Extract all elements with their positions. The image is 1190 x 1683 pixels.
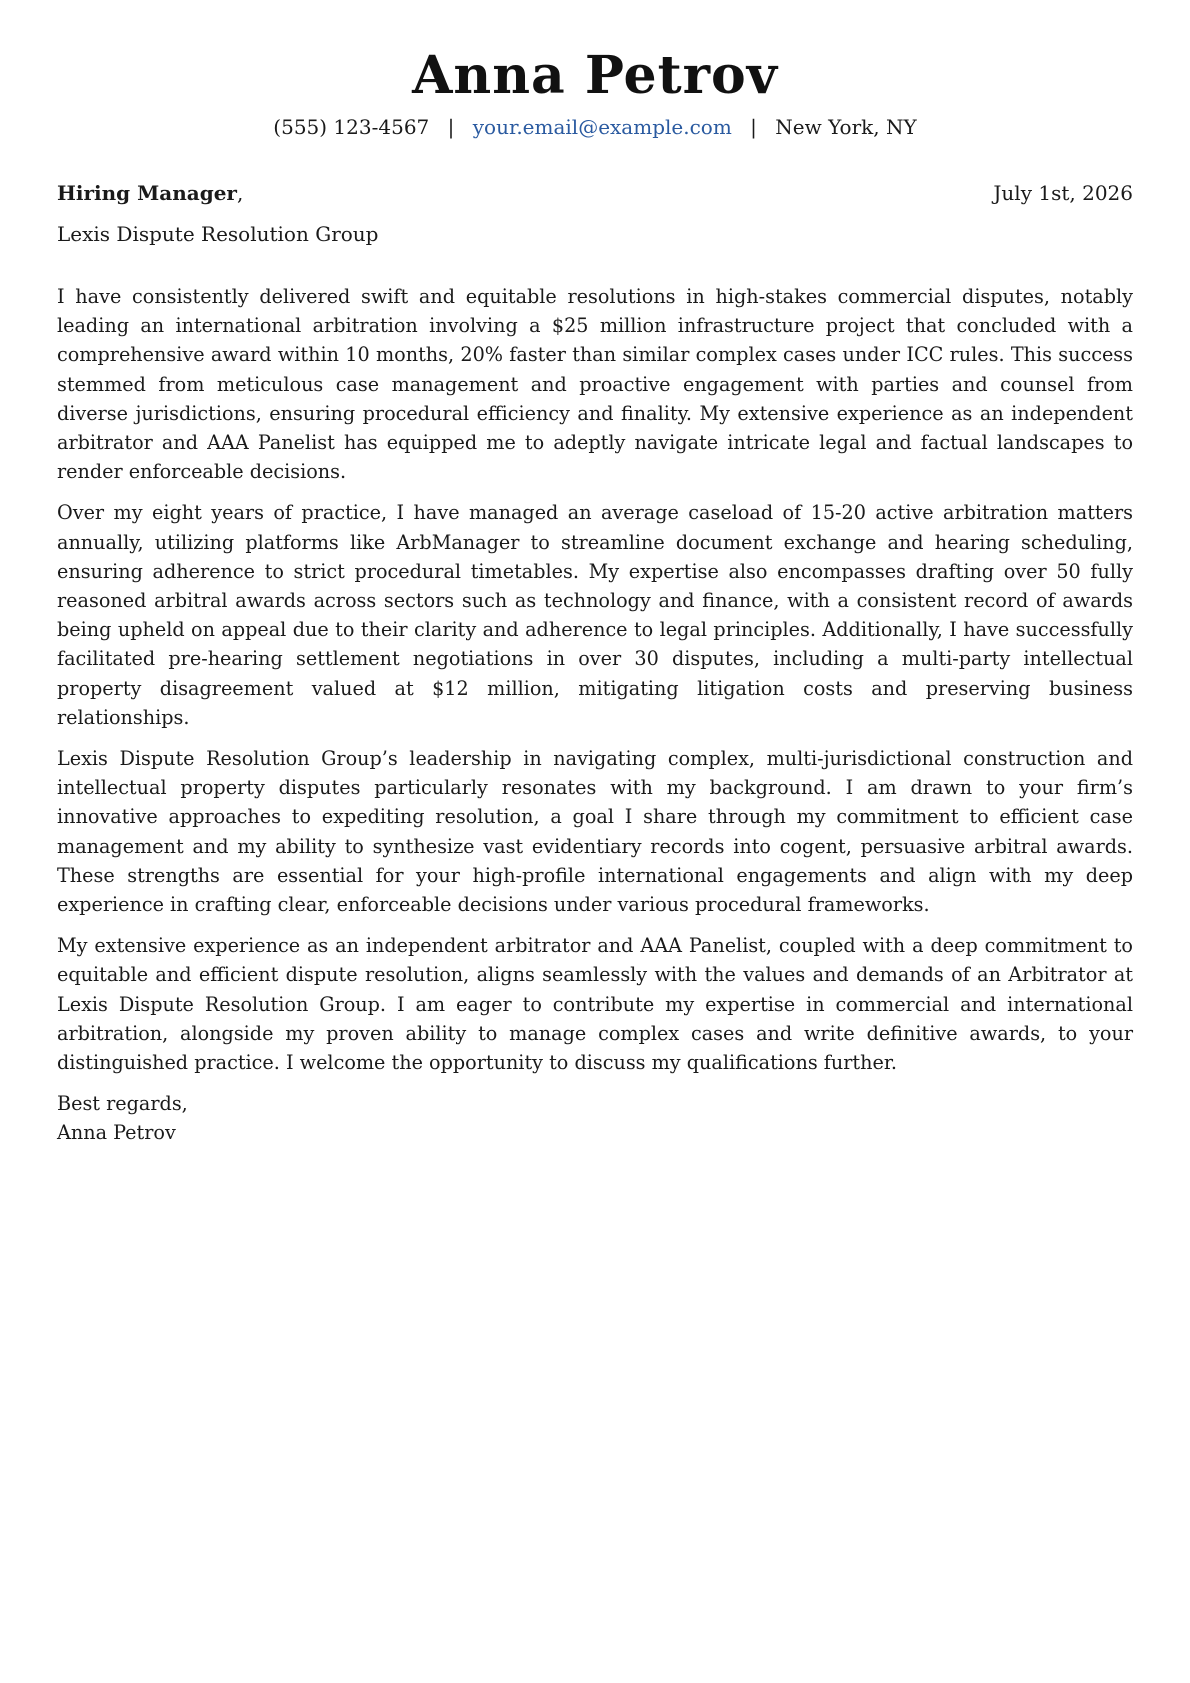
body-paragraph: Over my eight years of practice, I have managed an average caseload of 15-20 active arbitration matters annually, utilizing platforms like ArbManager to streamline document exchange and hearing scheduling, ensuring adherence to strict procedural timetables. My expertise also encompasses drafting over 50 fully reasoned arbitral awards across sectors such as technology and finance, with a consistent record of awards being upheld on appeal due to their clarity and adherence to legal principles. Additionally, I have successfully facilitated pre-hearing settlement negotiations in over 30 disputes, including a multi-party intellectual property disagreement valued at $12 million, mitigating litigation costs and preserving business relationships.	[57, 501, 1133, 729]
contact-separator: |	[750, 115, 757, 139]
closing-block	[57, 1089, 1133, 1147]
body-paragraph: I have consistently delivered swift and equitable resolutions in high-stakes commercial disputes, notably leading an international arbitration involving a $25 million infrastructure project that concluded with a comprehensive award within 10 months, 20% faster than similar complex cases under ICC rules. This success stemmed from meticulous case management and proactive engagement with parties and counsel from diverse jurisdictions, ensuring procedural efficiency and finality. My extensive experience as an independent arbitrator and AAA Panelist has equipped me to adeptly navigate intricate legal and factual landscapes to render enforceable decisions.	[57, 285, 1133, 484]
recipient-row	[57, 178, 1133, 208]
letter-date: July 1st, 2026	[993, 181, 1133, 205]
salutation	[57, 178, 243, 208]
recipient-name-suffix: ,	[236, 181, 244, 205]
letter-body	[57, 282, 1133, 1148]
email-link[interactable]: your.email@example.com	[472, 115, 732, 139]
body-paragraph: Lexis Dispute Resolution Group’s leadership in navigating complex, multi-jurisdictional construction and intellectual property disputes particularly resonates with my background. I am drawn to your firm’s innovative approaches to expediting resolution, a goal I share through my commitment to efficient case management and my ability to synthesize vast evidentiary records into cogent, persuasive arbitral awards. These strengths are essential for your high-profile international engagements and align with my deep experience in crafting clear, enforceable decisions under various procedural frameworks.	[57, 747, 1133, 917]
recipient-name: Hiring Manager	[57, 181, 237, 205]
closing-phrase: Best regards,	[57, 1092, 188, 1116]
contact-line	[57, 112, 1133, 142]
phone-number: (555) 123-4567	[273, 115, 430, 139]
body-paragraph: My extensive experience as an independent arbitrator and AAA Panelist, coupled with a deep commitment to equitable and efficient dispute resolution, aligns seamlessly with the values and demands of an Arbitrator at Lexis Dispute Resolution Group. I am eager to contribute my expertise in commercial and international arbitration, alongside my proven ability to manage complex cases and write definitive awards, to your distinguished practice. I welcome the opportunity to discuss my qualifications further.	[57, 934, 1133, 1075]
signature-name: Anna Petrov	[57, 1121, 176, 1145]
location: New York, NY	[775, 115, 917, 139]
contact-separator: |	[447, 115, 455, 139]
applicant-name: Anna Petrov	[412, 45, 778, 106]
recipient-company: Lexis Dispute Resolution Group	[57, 222, 379, 246]
